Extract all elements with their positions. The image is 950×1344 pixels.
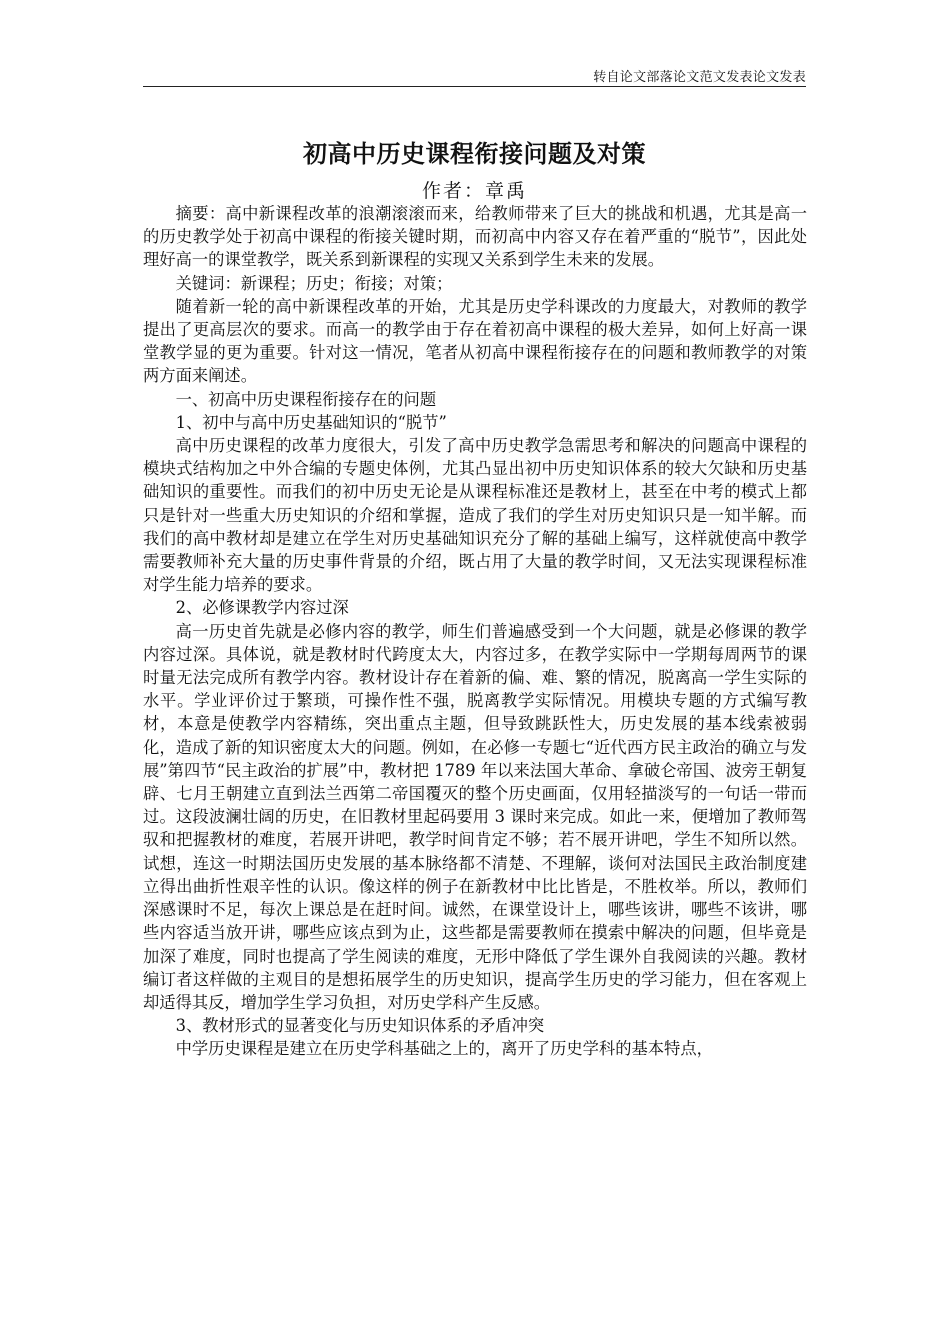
section-heading-1: 一、初高中历史课程衔接存在的问题: [175, 389, 437, 409]
abstract-paragraph: 摘要：高中新课程改革的浪潮滚滚而来，给教师带来了巨大的挑战和机遇，尤其是高一的历史教学处于初高中课程的衔接关键时期，而初高中内容又存在着严重的“脱节”，因此处理好高一的课堂教学，既关系到新课程的实现又关系到学生未来的发展。: [143, 204, 807, 270]
subheading-3: 3、教材形式的显著变化与历史知识体系的矛盾冲突: [175, 1016, 545, 1036]
document-author: 作者：章禹: [421, 180, 527, 202]
body-paragraph: 高一历史首先就是必修内容的教学，师生们普遍感受到一个大问题，就是必修课的教学内容过深。具体说，就是教材时代跨度太大，内容过多，在教学实际中一学期每周两节的课时量无法完成所有教学内容。教材设计存在着新的偏、难、繁的情况，脱离高一学生实际的水平。学业评价过于繁琐，可操作性不强，脱离教学实际情况。用模块专题的方式编写教材，本意是使教学内容精练，突出重点主题，但导致跳跃性大，历史发展的基本线索被弱化，造成了新的知识密度太大的问题。例如，在必修一专题七“近代西方民主政治的确立与发展”第四节“民主政治的扩展”中，教材把 1789 年以来法国大革命、拿破仑帝国、波旁王朝复辟、七月王朝建立直到法兰西第二帝国覆灭的整个历史画面，仅用轻描淡写的一句话一带而过。这段波澜壮阔的历史，在旧教材里起码要用 3 课时来完成。如此一来，便增加了教师驾驭和把握教材的难度，若展开讲吧，教学时间肯定不够；若不展开讲吧，学生不知所以然。试想，连这一时期法国历史发展的基本脉络都不清楚、不理解，谈何对法国民主政治制度建立得出曲折性艰辛性的认识。像这样的例子在新教材中比比皆是，不胜枚举。所以，教师们深感课时不足，每次上课总是在赶时间。诚然，在课堂设计上，哪些该讲，哪些不该讲，哪些内容适当放开讲，哪些应该点到为止，这些都是需要教师在摸索中解决的问题，但毕竟是加深了难度，同时也提高了学生阅读的难度，无形中降低了学生课外自我阅读的兴趣。教材编订者这样做的主观目的是想拓展学生的历史知识，提高学生历史的学习能力，但在客观上却适得其反，增加学生学习负担，对历史学科产生反感。: [143, 621, 807, 1012]
body-paragraph: 高中历史课程的改革力度很大，引发了高中历史教学急需思考和解决的问题高中课程的模块式结构加之中外合编的专题史体例，尤其凸显出初中历史知识体系的较大欠缺和历史基础知识的重要性。而我们的初中历史无论是从课程标准还是教材上，甚至在中考的模式上都只是针对一些重大历史知识的介绍和掌握，造成了我们的学生对历史知识只是一知半解。而我们的高中教材却是建立在学生对历史基础知识充分了解的基础上编写，这样就使高中教学需要教师补充大量的历史事件背景的介绍，既占用了大量的教学时间，又无法实现课程标准对学生能力培养的要求。: [143, 436, 807, 595]
body-paragraph: 中学历史课程是建立在历史学科基础之上的，离开了历史学科的基本特点，: [175, 1039, 713, 1059]
subheading-1: 1、初中与高中历史基础知识的“脱节”: [175, 412, 447, 432]
header-text: 转自论文部落论文范文发表论文发表: [593, 70, 806, 85]
keywords-paragraph: 关键词：新课程；历史；衔接；对策；: [175, 273, 453, 293]
subheading-2: 2、必修课教学内容过深: [175, 598, 349, 618]
document-body: [143, 202, 807, 1061]
page-header: [143, 62, 806, 87]
intro-paragraph: 随着新一轮的高中新课程改革的开始，尤其是历史学科课改的力度最大，对教师的教学提出了更高层次的要求。而高一的教学由于存在着初高中课程的极大差异，如何上好高一课堂教学显的更为重要。针对这一情况，笔者从初高中课程衔接存在的问题和教师教学的对策两方面来阐述。: [143, 296, 807, 386]
document-title: 初高中历史课程衔接问题及对策: [303, 140, 646, 168]
